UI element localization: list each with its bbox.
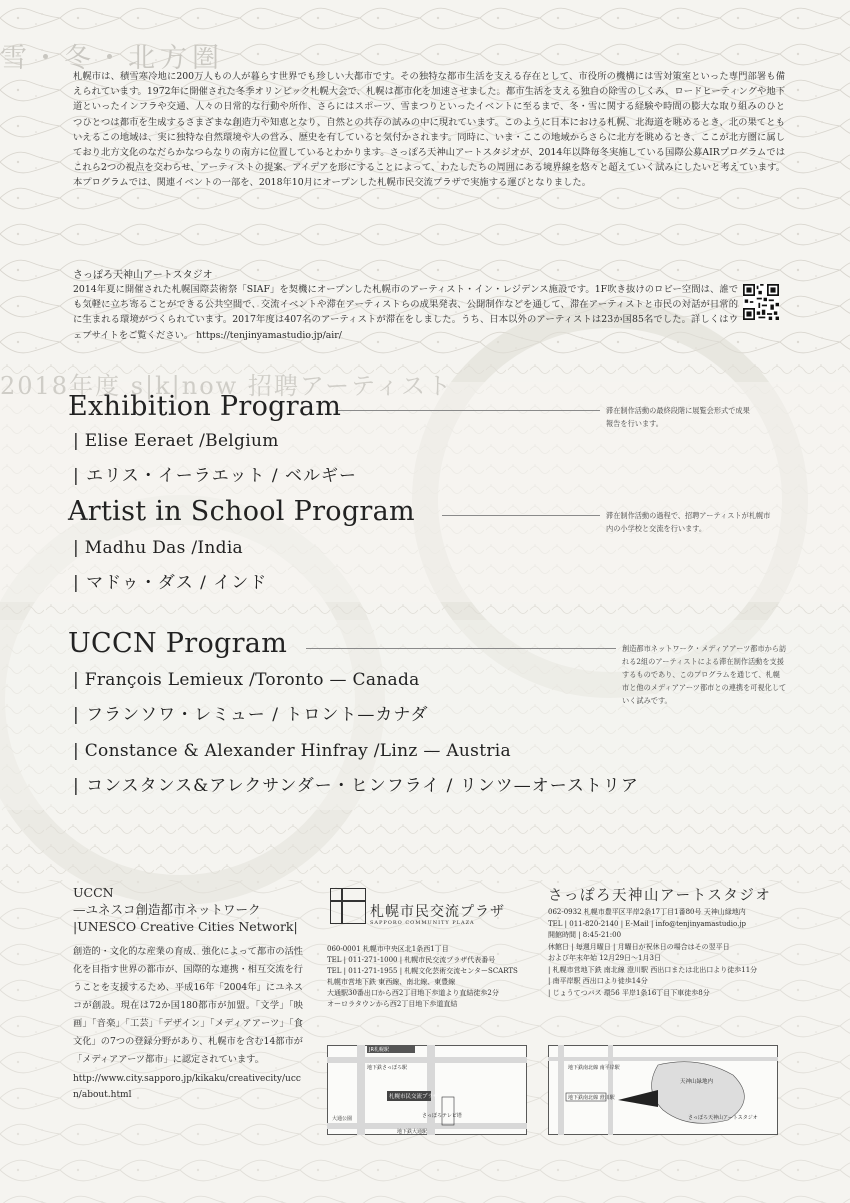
map-label-sumikawa: 地下鉄南北線 澄川駅 <box>568 1095 615 1101</box>
program-title-uccn: UCCN Program <box>68 628 288 659</box>
season-heading: 2018年度 s|k|now 招聘アーティスト <box>0 372 454 400</box>
map-label-minami: 地下鉄南北線 南平岸駅 <box>568 1065 620 1071</box>
plaza-info <box>327 944 537 1010</box>
studio-info-line: TEL | 011-820-2140 | E-Mail | info@tenjinyamastudio.jp <box>548 919 747 928</box>
studio-description: 2014年夏に開催された札幌国際芸術祭「SIAF」を契機にオープンした札幌市のアーティスト・イン・レジデンス施設です。1F吹き抜けのロビー空間は、誰でも気軽に立ち寄ることができる公共空間で、交流イベントや滞在アーティストらの成果発表、公開制作などを通して、滞在アーティストと市民の対話が日常的に生まれる環境がつくられています。2017年度は407名のアーティストが滞在をしました。うち、日本以外のアーティストは23か国85名でした。詳しくはウェブサイトをご覧ください。 https://tenjinyamastudio.jp/air/ <box>73 284 738 341</box>
map-label-odori-station: 地下鉄大通駅 <box>397 1129 428 1135</box>
map-label-plaza: 札幌市民交流プラザ <box>389 1094 439 1100</box>
studio-info <box>548 907 788 999</box>
studio-info-line: 開館時間 | 8:45-21:00 <box>548 931 622 939</box>
plaza-info-line: 060-0001 札幌市中央区北1条西1丁目 <box>327 945 449 953</box>
studio-title: さっぽろ天神山アートスタジオ <box>73 270 213 281</box>
plaza-info-line: TEL | 011-271-1955 | 札幌文化芸術交流センターSCARTS <box>327 967 518 975</box>
header-title: 雪・冬・北方圏 <box>0 43 224 74</box>
studio-info-line: | じょうてつバス 環56 平岸1条16丁目下車徒歩8分 <box>548 988 710 997</box>
studio-info-line: | 札幌市営地下鉄 南北線 澄川駅 西出口または北出口より徒歩11分 <box>548 965 758 974</box>
artist-name-ja: | フランソワ・レミュー / トロント—カナダ <box>73 705 429 725</box>
map-label-tv-tower: さっぽろテレビ塔 <box>422 1113 462 1119</box>
uccn-title: UCCN <box>73 885 114 900</box>
artist-name-ja: | マドゥ・ダス / インド <box>73 573 268 593</box>
uccn-description: 創造的・文化的な産業の育成、強化によって都市の活性化を目指す世界の都市が、国際的な連携・相互交流を行うことを支援するため、平成16年「2004年」にユネスコが創設。現在は72か国180都市が加盟。「文学」「映画」「音楽」「工芸」「デザイン」「メディアアーツ」「食文化」の7つの登録分野があり、札幌市を含む14都市が「メディアアーツ都市」に認定されています。 <box>73 946 303 1065</box>
program-note-school: 滞在制作活動の過程で、招聘アーティストが札幌市内の小学校と交流を行います。 <box>606 511 771 533</box>
studio-map <box>548 1045 778 1135</box>
plaza-info-line: 大通駅30番出口から西2丁目地下歩道より直結徒歩2分 <box>327 989 499 997</box>
plaza-name-en: SAPPORO COMMUNITY PLAZA <box>370 920 475 926</box>
studio-name: さっぽろ天神山アートスタジオ <box>548 888 772 904</box>
uccn-subtitle-ja: —ユネスコ創造都市ネットワーク <box>73 902 261 917</box>
artist-name-en: | Madhu Das /India <box>73 538 243 558</box>
uccn-info <box>73 884 303 1103</box>
artist-name-ja: | コンスタンス&アレクサンダー・ヒンフライ / リンツ—オーストリア <box>73 776 639 796</box>
plaza-info-line: TEL | 011-271-1000 | 札幌市民交流プラザ代表番号 <box>327 956 496 964</box>
artist-name-en: | François Lemieux /Toronto — Canada <box>73 670 420 690</box>
plaza-info-line: 札幌市営地下鉄 東西線、南北線、東豊線 <box>327 978 456 986</box>
studio-info-line: | 南平岸駅 西出口より徒歩14分 <box>548 977 648 985</box>
intro-paragraph: 札幌市は、積雪寒冷地に200万人もの人が暮らす世界でも珍しい大都市です。その独特な都市生活を支える存在として、市役所の機構には雪対策室といった専門部署も備えられています。1972年に開催された冬季オリンピック札幌大会で、札幌は都市化を加速させました。都市生活を支える独自の除雪のしくみ、ロードヒーティングや地下道といったインフラや交通、人々の日常的な行動や所作、さらにはスポーツ、雪まつりといったイベントに至るまで、冬・雪に関する経験や時間の膨大な取り組みのひとつひとつは都市を生成するさまざまな創造力や知恵となり、自然との共存の試みの中に現れています。このように日本における札幌、北海道を眺めるとき、北の果てともいえるこの地域は、実に独特な自然環境や人の営み、歴史を有していると気付かされます。同時に、いま・ここの地域からさらに北方を眺めるとき、ここが北方圏に属しており北方文化のなだらかなつらなりの南方に位置しているとわかります。さっぽろ天神山アートスタジオが、2014年以降毎冬実施している国際公募AIRプログラムではこれら2つの視点を交わらせ、アーティストの提案、アイデアを形にすることによって、わたしたちの周囲にある境界線を悠々と超えていく試みにしたいと考えています。本プログラムでは、関連イベントの一部を、2018年10月にオープンした札幌市民交流プラザで実施する運びとなりました。 <box>73 71 785 189</box>
program-divider <box>442 515 600 516</box>
artist-name-en: | Constance & Alexander Hinfray /Linz — Austria <box>73 741 511 761</box>
program-divider <box>306 648 616 649</box>
program-title-exhibition: Exhibition Program <box>68 391 342 422</box>
plaza-map <box>327 1045 527 1135</box>
map-label-subway-station: 地下鉄さっぽろ駅 <box>367 1065 408 1071</box>
artist-name-ja: | エリス・イーラエット / ベルギー <box>73 466 357 486</box>
plaza-info-line: オーロラタウンから西2丁目地下歩道直結 <box>327 1000 458 1008</box>
uccn-link[interactable]: http://www.city.sapporo.jp/kikaku/creativecity/uccn/about.html <box>73 1074 301 1100</box>
map-label-park: 大通公園 <box>332 1116 353 1122</box>
studio-info-line: 休館日 | 毎週月曜日 | 月曜日が祝休日の場合はその翌平日 <box>548 942 730 951</box>
program-note-exhibition: 滞在制作活動の最終段階に展覧会形式で成果報告を行います。 <box>606 406 750 428</box>
uccn-subtitle-en: |UNESCO Creative Cities Network| <box>73 919 298 934</box>
map-label-park: 天神山緑地内 <box>680 1079 714 1085</box>
plaza-logo <box>330 888 366 924</box>
studio-info-line: および年末年始 12月29日〜1月3日 <box>548 954 661 962</box>
program-note-uccn: 創造都市ネットワーク・メディアアーツ都市から訪れる2組のアーティストによる滞在制作活動を支援するものであり、このプログラムを通じて、札幌市と他のメディアアーツ都市との連携を可視化していく試みです。 <box>622 644 787 705</box>
artist-name-en: | Elise Eeraet /Belgium <box>73 431 279 451</box>
program-title-school: Artist in School Program <box>68 496 415 527</box>
map-label-jr-station: JR札幌駅 <box>369 1047 389 1053</box>
map-label-studio: さっぽろ天神山アートスタジオ <box>688 1115 758 1121</box>
program-divider <box>338 410 600 411</box>
studio-info-line: 062-0932 札幌市豊平区平岸2条17丁目1番80号 天神山緑地内 <box>548 908 746 916</box>
plaza-name: 札幌市民交流プラザ <box>370 904 505 920</box>
qr-code-icon[interactable] <box>743 284 779 320</box>
